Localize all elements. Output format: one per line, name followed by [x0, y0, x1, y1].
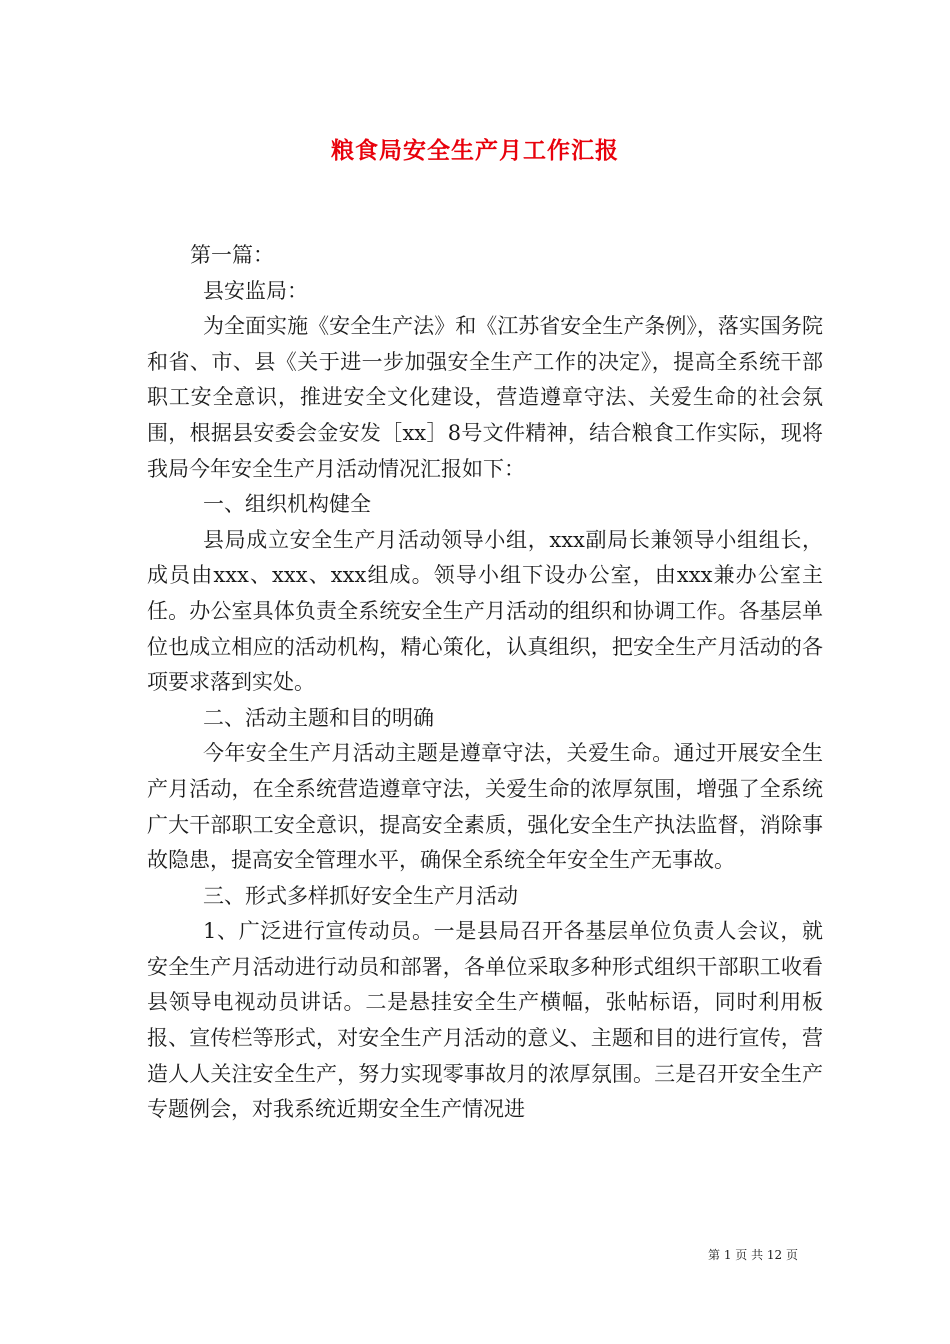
page-number: 第 1 页 共 12 页: [708, 1248, 798, 1262]
paragraph-section-label: 第一篇：: [190, 243, 274, 267]
document-title: 粮食局安全生产月工作汇报: [331, 137, 619, 164]
paragraph-section-2: 今年安全生产月活动主题是遵章守法，关爱生命。通过开展安全生产月活动，在全系统营造遵章守法，关爱生命的浓厚氛围，增强了全系统广大干部职工安全意识，提高安全素质，强化安全生产执法监督，消除事故隐患，提高安全管理水平，确保全系统全年安全生产无事故。: [147, 741, 823, 873]
paragraph-intro: 为全面实施《安全生产法》和《江苏省安全生产条例》，落实国务院和省、市、县《关于进一步加强安全生产工作的决定》，提高全系统干部职工安全意识，推进安全文化建设，营造遵章守法、关爱生命的社会氛围，根据县安委会金安发［xx］8号文件精神，结合粮食工作实际，现将我局今年安全生产月活动情况汇报如下：: [147, 314, 823, 481]
paragraph-section-3-item-1: 1、广泛进行宣传动员。一是县局召开各基层单位负责人会议，就安全生产月活动进行动员和部署，各单位采取多种形式组织干部职工收看县领导电视动员讲话。二是悬挂安全生产横幅，张帖标语，同时利用板报、宣传栏等形式，对安全生产月活动的意义、主题和目的进行宣传，营造人人关注安全生产，努力实现零事故月的浓厚氛围。三是召开安全生产专题例会，对我系统近期安全生产情况进: [147, 919, 823, 1122]
paragraph-section-1: 县局成立安全生产月活动领导小组，xxx副局长兼领导小组组长，成员由xxx、xxx、xxx组成。领导小组下设办公室，由xxx兼办公室主任。办公室具体负责全系统安全生产月活动的组织和协调工作。各基层单位也成立相应的活动机构，精心策化，认真组织，把安全生产月活动的各项要求落到实处。: [147, 527, 823, 695]
heading-section-1: 一、组织机构健全: [203, 492, 371, 517]
heading-section-2: 二、活动主题和目的明确: [203, 705, 434, 730]
paragraph-addressee: 县安监局：: [203, 278, 308, 303]
document-body: [147, 238, 823, 1128]
heading-section-3: 三、形式多样抓好安全生产月活动: [203, 883, 518, 908]
